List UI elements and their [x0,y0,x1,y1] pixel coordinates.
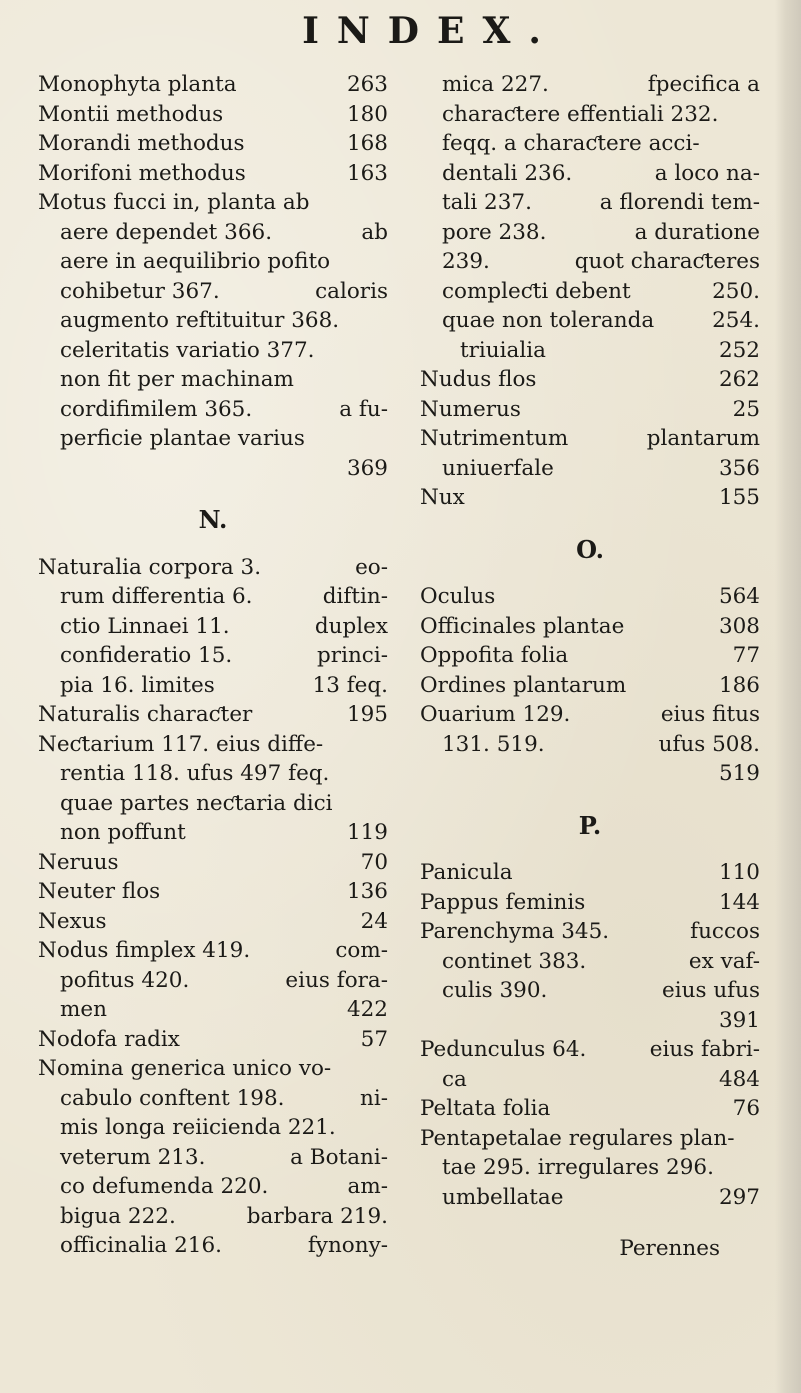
index-entry [38,218,388,248]
entry-text: Naturalis charaƈter [38,702,253,727]
entry-page-ref [380,188,388,218]
entry-text: Nodus fimplex 419. [38,938,251,963]
catchword: Perennes [619,1236,720,1261]
entry-page-ref: ufus 508. [658,731,760,757]
entry-text: men [60,997,107,1022]
index-entry [38,641,388,671]
entry-page-ref: 250. [712,278,760,304]
entry-page-ref: 136 [346,879,388,904]
entry-page-ref [380,759,388,789]
entry-page-ref: 163 [346,160,388,186]
index-entry [38,129,388,159]
entry-page-ref: eius ufus [662,978,760,1003]
index-entry [38,818,388,848]
entry-page-ref: am- [347,1174,388,1199]
entry-text: Morifoni methodus [38,160,246,186]
index-entry [38,1054,388,1084]
entry-text: ctio Linnaei 11. [60,613,230,639]
entry-page-ref: 155 [718,485,760,510]
entry-page-ref: 13 feq. [312,672,388,698]
index-entry [38,671,388,701]
index-entry [38,1113,388,1143]
index-entry [420,671,760,701]
entry-page-ref: 57 [360,1026,388,1052]
index-entry [420,1153,760,1183]
entry-text: continet 383. [442,948,587,974]
index-entry [38,1084,388,1114]
entry-page-ref [380,336,388,366]
index-entry [420,759,760,789]
entry-page-ref: ab [361,219,388,245]
entry-page-ref [380,730,388,760]
entry-text: tae 295. irregulares 296. [442,1155,714,1180]
index-entry [420,188,760,218]
index-entry [38,1231,388,1261]
entry-text: co defumenda 220. [60,1174,269,1199]
index-entry [38,247,388,277]
entry-page-ref: plantarum [646,426,760,451]
index-entry [420,730,760,760]
index-entry [38,936,388,966]
index-entry [420,365,760,395]
entry-text: pia 16. limites [60,672,215,698]
index-entry [420,641,760,671]
entry-text: Nomina generica unico vo- [38,1056,332,1081]
entry-text: Naturalia corpora 3. [38,554,262,580]
index-entry [420,1183,760,1213]
entry-text: cordifimilem 365. [60,396,253,422]
index-entry [38,395,388,425]
index-entry [38,306,388,336]
index-entry [420,70,760,100]
entry-text: cohibetur 367. [60,278,220,304]
index-entry [420,976,760,1006]
entry-page-ref: caloris [315,278,388,304]
entry-text: ca [442,1066,467,1092]
index-entry [38,966,388,996]
entry-page-ref: 519 [718,761,760,786]
entry-text: Pentapetalae regulares plan- [420,1125,735,1151]
entry-text: tali 237. [442,190,532,215]
entry-text: Nux [420,485,465,510]
entry-page-ref [380,424,388,454]
index-entry [38,424,388,454]
entry-page-ref: eius fora- [285,967,388,993]
entry-text: compleƈti debent [442,278,631,304]
index-entry [420,888,760,918]
index-entry [420,395,760,425]
index-entry [420,1006,760,1036]
entry-text: Pappus feminis [420,889,586,915]
index-entry [420,1065,760,1095]
index-entry [420,100,760,130]
entry-text: pore 238. [442,219,547,245]
entry-text: Montii methodus [38,101,224,127]
entry-page-ref [752,1124,760,1154]
entry-page-ref: eius fitus [660,702,760,727]
entry-page-ref: 186 [718,672,760,698]
entry-text: triuialia [460,337,546,363]
index-entry [38,553,388,583]
entry-page-ref: 168 [346,131,388,156]
index-entry [38,1143,388,1173]
entry-text: dentali 236. [442,160,573,186]
index-entry [420,336,760,366]
entry-page-ref: ex vaf- [688,948,760,974]
entry-text: perficie plantae varius [60,426,305,451]
entry-page-ref: 24 [360,908,388,934]
entry-text: quae partes neƈtaria dici [60,790,333,816]
index-entry [38,1025,388,1055]
page-edge-shadow [775,0,801,1393]
entry-text: umbellatae [442,1184,564,1210]
entry-page-ref: 369 [346,455,388,481]
entry-page-ref: eius fabri- [649,1037,760,1062]
entry-page-ref: fynony- [307,1233,388,1258]
index-entry [420,159,760,189]
entry-text: charaƈtere effentiali 232. [442,101,719,127]
entry-page-ref: 484 [718,1066,760,1092]
index-entry [38,700,388,730]
entry-text: rentia 118. ufus 497 feq. [60,761,330,786]
entry-page-ref: 76 [732,1096,760,1121]
entry-page-ref: duplex [314,613,388,639]
section-letter: N. [198,505,228,534]
entry-page-ref: a florendi tem- [599,190,760,215]
entry-page-ref: ni- [360,1085,388,1111]
index-entry [38,789,388,819]
entry-page-ref [752,1153,760,1183]
index-entry [420,858,760,888]
left-column [38,70,388,1261]
entry-text: augmento reftituitur 368. [60,308,340,333]
entry-text: non fit per machinam [60,367,294,392]
entry-text: Nudus flos [420,367,537,392]
index-entry [38,365,388,395]
index-entry [38,582,388,612]
index-entry [38,277,388,307]
entry-text: Oppofita folia [420,643,569,668]
entry-page-ref [380,365,388,395]
entry-text: cabulo conftent 198. [60,1085,285,1111]
index-entry [420,483,760,513]
entry-text: Ouarium 129. [420,702,571,727]
entry-text: Nexus [38,908,107,934]
index-entry [420,917,760,947]
index-entry [420,612,760,642]
entry-text: rum differentia 6. [60,584,253,609]
index-entry [420,247,760,277]
entry-text: Morandi methodus [38,131,245,156]
entry-page-ref: princi- [317,643,388,668]
index-entry [38,159,388,189]
entry-page-ref: 70 [360,849,388,875]
entry-page-ref: 110 [718,860,760,885]
entry-page-ref: eo- [355,554,388,580]
entry-page-ref [380,1054,388,1084]
entry-text: Pedunculus 64. [420,1037,587,1062]
entry-text: feqq. a charaƈtere acci- [442,131,700,156]
index-entry [38,454,388,484]
index-entry [38,188,388,218]
entry-text: 131. 519. [442,731,545,757]
index-entry [38,995,388,1025]
index-entry [420,1124,760,1154]
index-entry [420,129,760,159]
entry-text: Motus fucci in, planta ab [38,190,310,215]
entry-page-ref [380,1113,388,1143]
entry-text: veterum 213. [60,1144,206,1170]
entry-text: quae non toleranda [442,308,655,333]
entry-page-ref: barbara 219. [246,1203,388,1229]
index-entry [38,907,388,937]
entry-text: 239. [442,249,490,274]
entry-text: confideratio 15. [60,643,233,668]
entry-page-ref: 308 [718,613,760,639]
index-entry [38,336,388,366]
entry-page-ref: 119 [346,820,388,845]
page-header: INDEX. [302,10,559,52]
index-entry [420,218,760,248]
entry-page-ref [380,247,388,277]
entry-text: mica 227. [442,72,549,97]
entry-text: aere in aequilibrio pofito [60,249,331,274]
entry-text: Peltata folia [420,1096,551,1121]
entry-page-ref: 195 [346,702,388,727]
index-entry [38,730,388,760]
entry-page-ref: 564 [718,584,760,609]
index-entry [420,1094,760,1124]
entry-text: Nutrimentum [420,426,569,451]
entry-text: Neuter flos [38,879,161,904]
entry-page-ref: com- [335,938,388,963]
entry-page-ref: 144 [718,889,760,915]
index-entry [420,454,760,484]
entry-text: uniuerfale [442,455,554,481]
entry-text: Panicula [420,860,513,885]
entry-text: Oculus [420,584,496,609]
entry-page-ref: 25 [732,396,760,422]
entry-page-ref [752,100,760,130]
entry-text: non poffunt [60,820,186,845]
index-entry [420,277,760,307]
entry-page-ref: 356 [718,455,760,481]
entry-text: Numerus [420,396,521,422]
entry-text: pofitus 420. [60,967,190,993]
entry-text: officinalia 216. [60,1233,222,1258]
index-entry [38,100,388,130]
entry-page-ref: fpecifica a [647,72,760,97]
entry-text: Officinales plantae [420,613,625,639]
section-letter: P. [578,810,602,840]
entry-text: culis 390. [442,978,548,1003]
entry-page-ref: 180 [346,101,388,127]
entry-page-ref: quot charaƈteres [574,249,760,274]
index-entry [38,612,388,642]
index-entry [420,582,760,612]
index-entry [38,759,388,789]
entry-page-ref: a duratione [634,219,760,245]
entry-text: Ordines plantarum [420,672,627,698]
entry-page-ref: 297 [718,1184,760,1210]
entry-page-ref [380,789,388,819]
index-entry [38,1202,388,1232]
index-entry [38,848,388,878]
entry-page-ref: diftin- [322,584,388,609]
entry-page-ref: a Botani- [290,1144,388,1170]
entry-page-ref: 252 [718,337,760,363]
entry-page-ref: a fu- [339,396,388,422]
entry-page-ref: 262 [718,367,760,392]
entry-page-ref: 422 [346,997,388,1022]
entry-page-ref: 391 [718,1007,760,1033]
entry-page-ref: 77 [732,643,760,668]
index-entry [420,306,760,336]
entry-page-ref [380,306,388,336]
entry-text: Neruus [38,849,119,875]
section-letter: O. [576,534,604,564]
entry-text: mis longa reiicienda 221. [60,1115,336,1140]
index-entry [38,70,388,100]
index-entry [420,424,760,454]
entry-text: Monophyta planta [38,72,237,97]
entry-page-ref [752,129,760,159]
index-entry [420,1035,760,1065]
entry-text: celeritatis variatio 377. [60,337,315,363]
entry-page-ref: 263 [346,72,388,97]
entry-text: bigua 222. [60,1203,176,1229]
right-column [420,70,760,1264]
index-entry [38,877,388,907]
index-entry [420,700,760,730]
entry-page-ref: fuccos [690,919,760,944]
index-entry [420,947,760,977]
entry-text: Parenchyma 345. [420,919,610,944]
index-entry [38,1172,388,1202]
entry-page-ref: a loco na- [654,160,760,186]
entry-page-ref: 254. [712,308,760,333]
entry-text: Neƈtarium 117. eius diffe- [38,731,324,757]
entry-text: Nodofa radix [38,1026,180,1052]
entry-text: aere dependet 366. [60,219,273,245]
